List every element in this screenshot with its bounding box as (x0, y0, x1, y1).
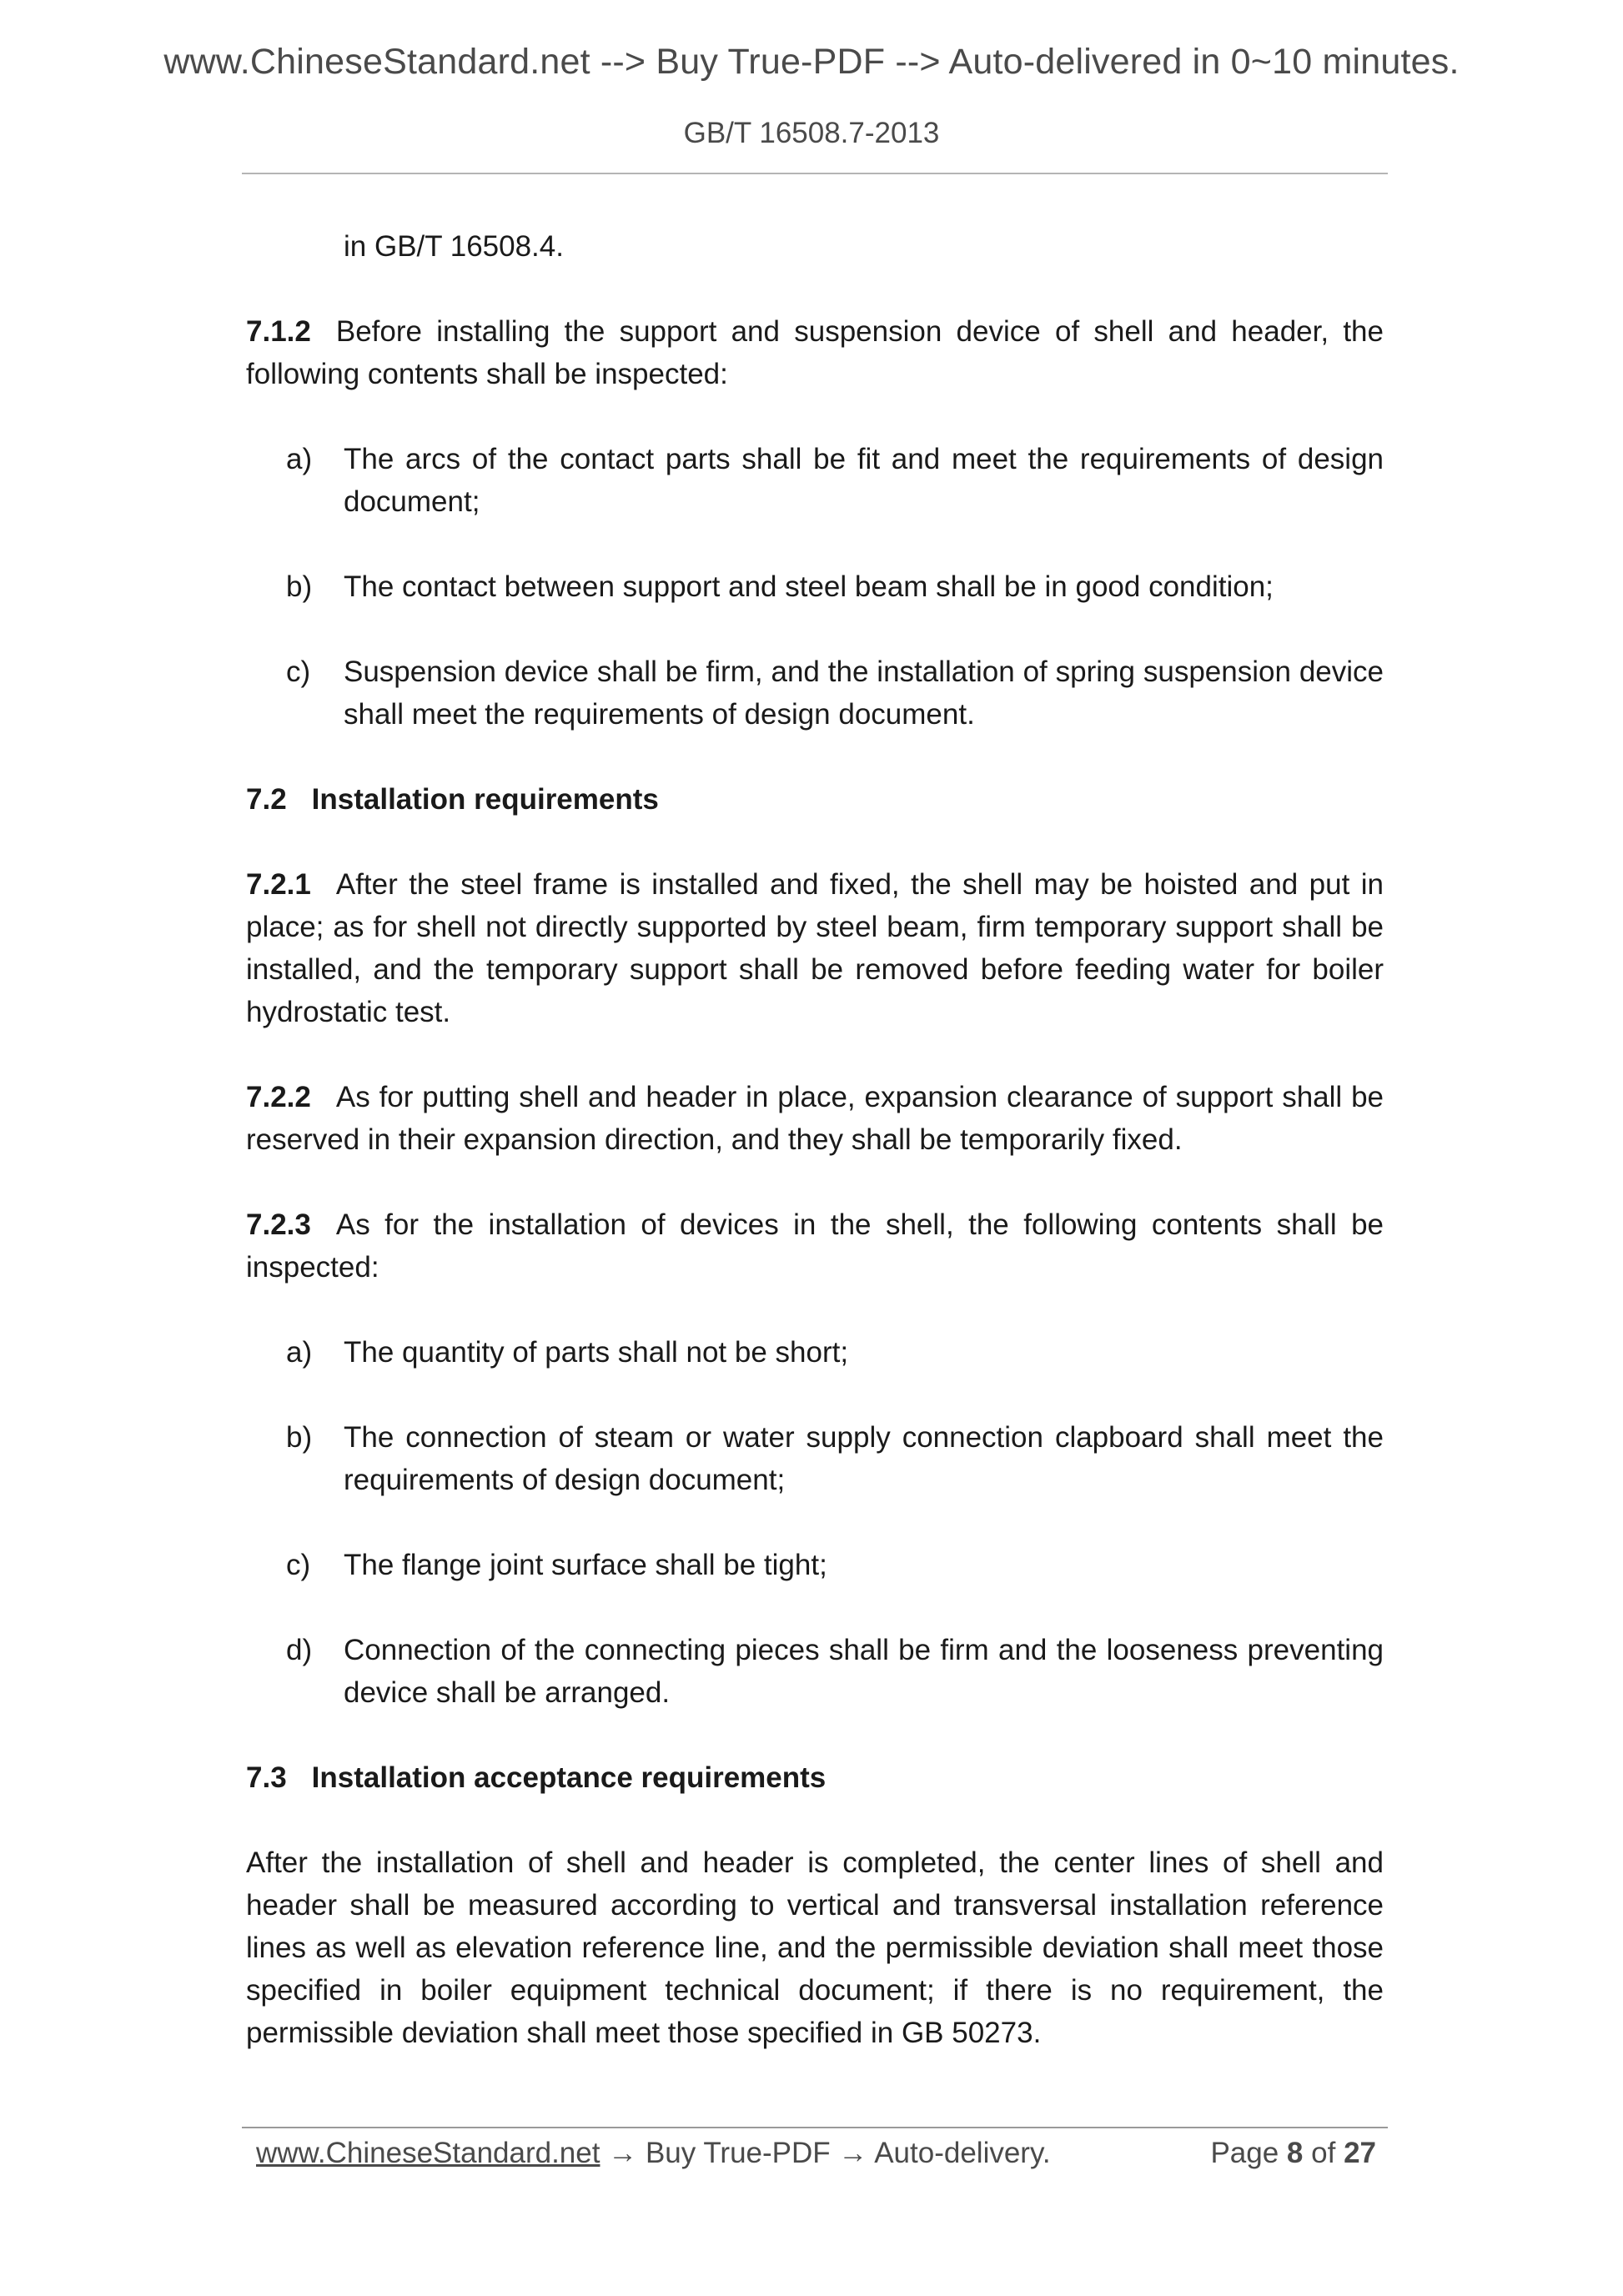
list-text: The quantity of parts shall not be short; (344, 1336, 849, 1369)
section-7-3-paragraph: After the installation of shell and header is completed, the center lines of shell and header shall be measured according to vertical and transversal installation reference lines as well as elevation reference line, and the permissible deviation shall meet those specified in boiler equipment technical document; if there is no requirement, the permissible deviation shall meet those specified in GB 50273. (246, 1846, 1384, 2049)
auto-delivery-text: Auto-delivery. (874, 2137, 1051, 2169)
list-text: Suspension device shall be firm, and the installation of spring suspension device shall meet the requirements of design document. (344, 656, 1384, 731)
clause-number: 7.2.3 (246, 1208, 311, 1241)
list-text: Connection of the connecting pieces shall be firm and the looseness preventing device shall be arranged. (344, 1634, 1384, 1709)
clause-number: 7.1.2 (246, 315, 311, 348)
list-text: The flange joint surface shall be tight; (344, 1549, 827, 1581)
list-text: The contact between support and steel beam shall be in good condition; (344, 570, 1274, 603)
page-total: 27 (1344, 2137, 1376, 2169)
page-footer (256, 2137, 1376, 2170)
list-marker: c) (286, 1549, 311, 1581)
page-indicator (1210, 2137, 1376, 2170)
list-item (246, 565, 1384, 608)
list-marker: b) (286, 570, 313, 603)
continuation-text: in GB/T 16508.4. (344, 230, 564, 263)
arrow-right-icon: → (838, 2137, 868, 2169)
list-item (246, 1544, 1384, 1586)
page-number: 8 (1286, 2137, 1304, 2169)
of-label: of (1311, 2137, 1336, 2169)
list-text: The arcs of the contact parts shall be fit and meet the requirements of design document; (344, 443, 1384, 518)
website-link[interactable]: www.ChineseStandard.net (256, 2137, 600, 2169)
list-marker: a) (286, 1336, 313, 1369)
list-item (246, 1416, 1384, 1501)
list-item (246, 651, 1384, 736)
list-marker: b) (286, 1421, 313, 1454)
footer-divider (242, 2127, 1388, 2128)
clause-number: 7.2.2 (246, 1081, 311, 1113)
clause-text: After the steel frame is installed and fixed, the shell may be hoisted and put in place; as for shell not directly supported by steel beam, firm temporary support shall be installed, and the temporary support shall be removed before feeding water for boiler hydrostatic test. (246, 868, 1384, 1028)
section-heading-7-3 (246, 1756, 1384, 1799)
clause-text: As for putting shell and header in place, expansion clearance of support shall be reserved in their expansion direction, and they shall be temporarily fixed. (246, 1081, 1384, 1156)
top-banner[interactable]: www.ChineseStandard.net --> Buy True-PDF --> Auto-delivered in 0~10 minutes. (163, 42, 1460, 82)
section-number: 7.3 (246, 1761, 287, 1794)
list-item (246, 1331, 1384, 1374)
clause-7-2-3 (246, 1203, 1384, 1289)
document-id: GB/T 16508.7-2013 (683, 117, 940, 149)
clause-7-2-1 (246, 863, 1384, 1033)
section-heading-7-2 (246, 778, 1384, 821)
section-title: Installation acceptance requirements (311, 1761, 827, 1794)
clause-7-2-2 (246, 1076, 1384, 1161)
page-label: Page (1210, 2137, 1279, 2169)
list-item (246, 1629, 1384, 1714)
clause-text: As for the installation of devices in the shell, the following contents shall be inspected: (246, 1208, 1384, 1284)
clause-text: Before installing the support and suspension device of shell and header, the following contents shall be inspected: (246, 315, 1384, 390)
document-body (246, 225, 1384, 2097)
list-marker: a) (286, 443, 313, 475)
header-divider (242, 173, 1388, 174)
clause-7-1-2 (246, 310, 1384, 395)
list-text: The connection of steam or water supply connection clapboard shall meet the requirements of design document; (344, 1421, 1384, 1496)
list-item (246, 438, 1384, 523)
clause-number: 7.2.1 (246, 868, 311, 901)
list-marker: d) (286, 1634, 313, 1666)
footer-left (256, 2137, 1051, 2170)
list-marker: c) (286, 656, 311, 688)
section-title: Installation requirements (311, 783, 659, 816)
section-number: 7.2 (246, 783, 287, 816)
arrow-right-icon: → (608, 2137, 638, 2169)
buy-true-pdf-text: Buy True-PDF (645, 2137, 831, 2169)
